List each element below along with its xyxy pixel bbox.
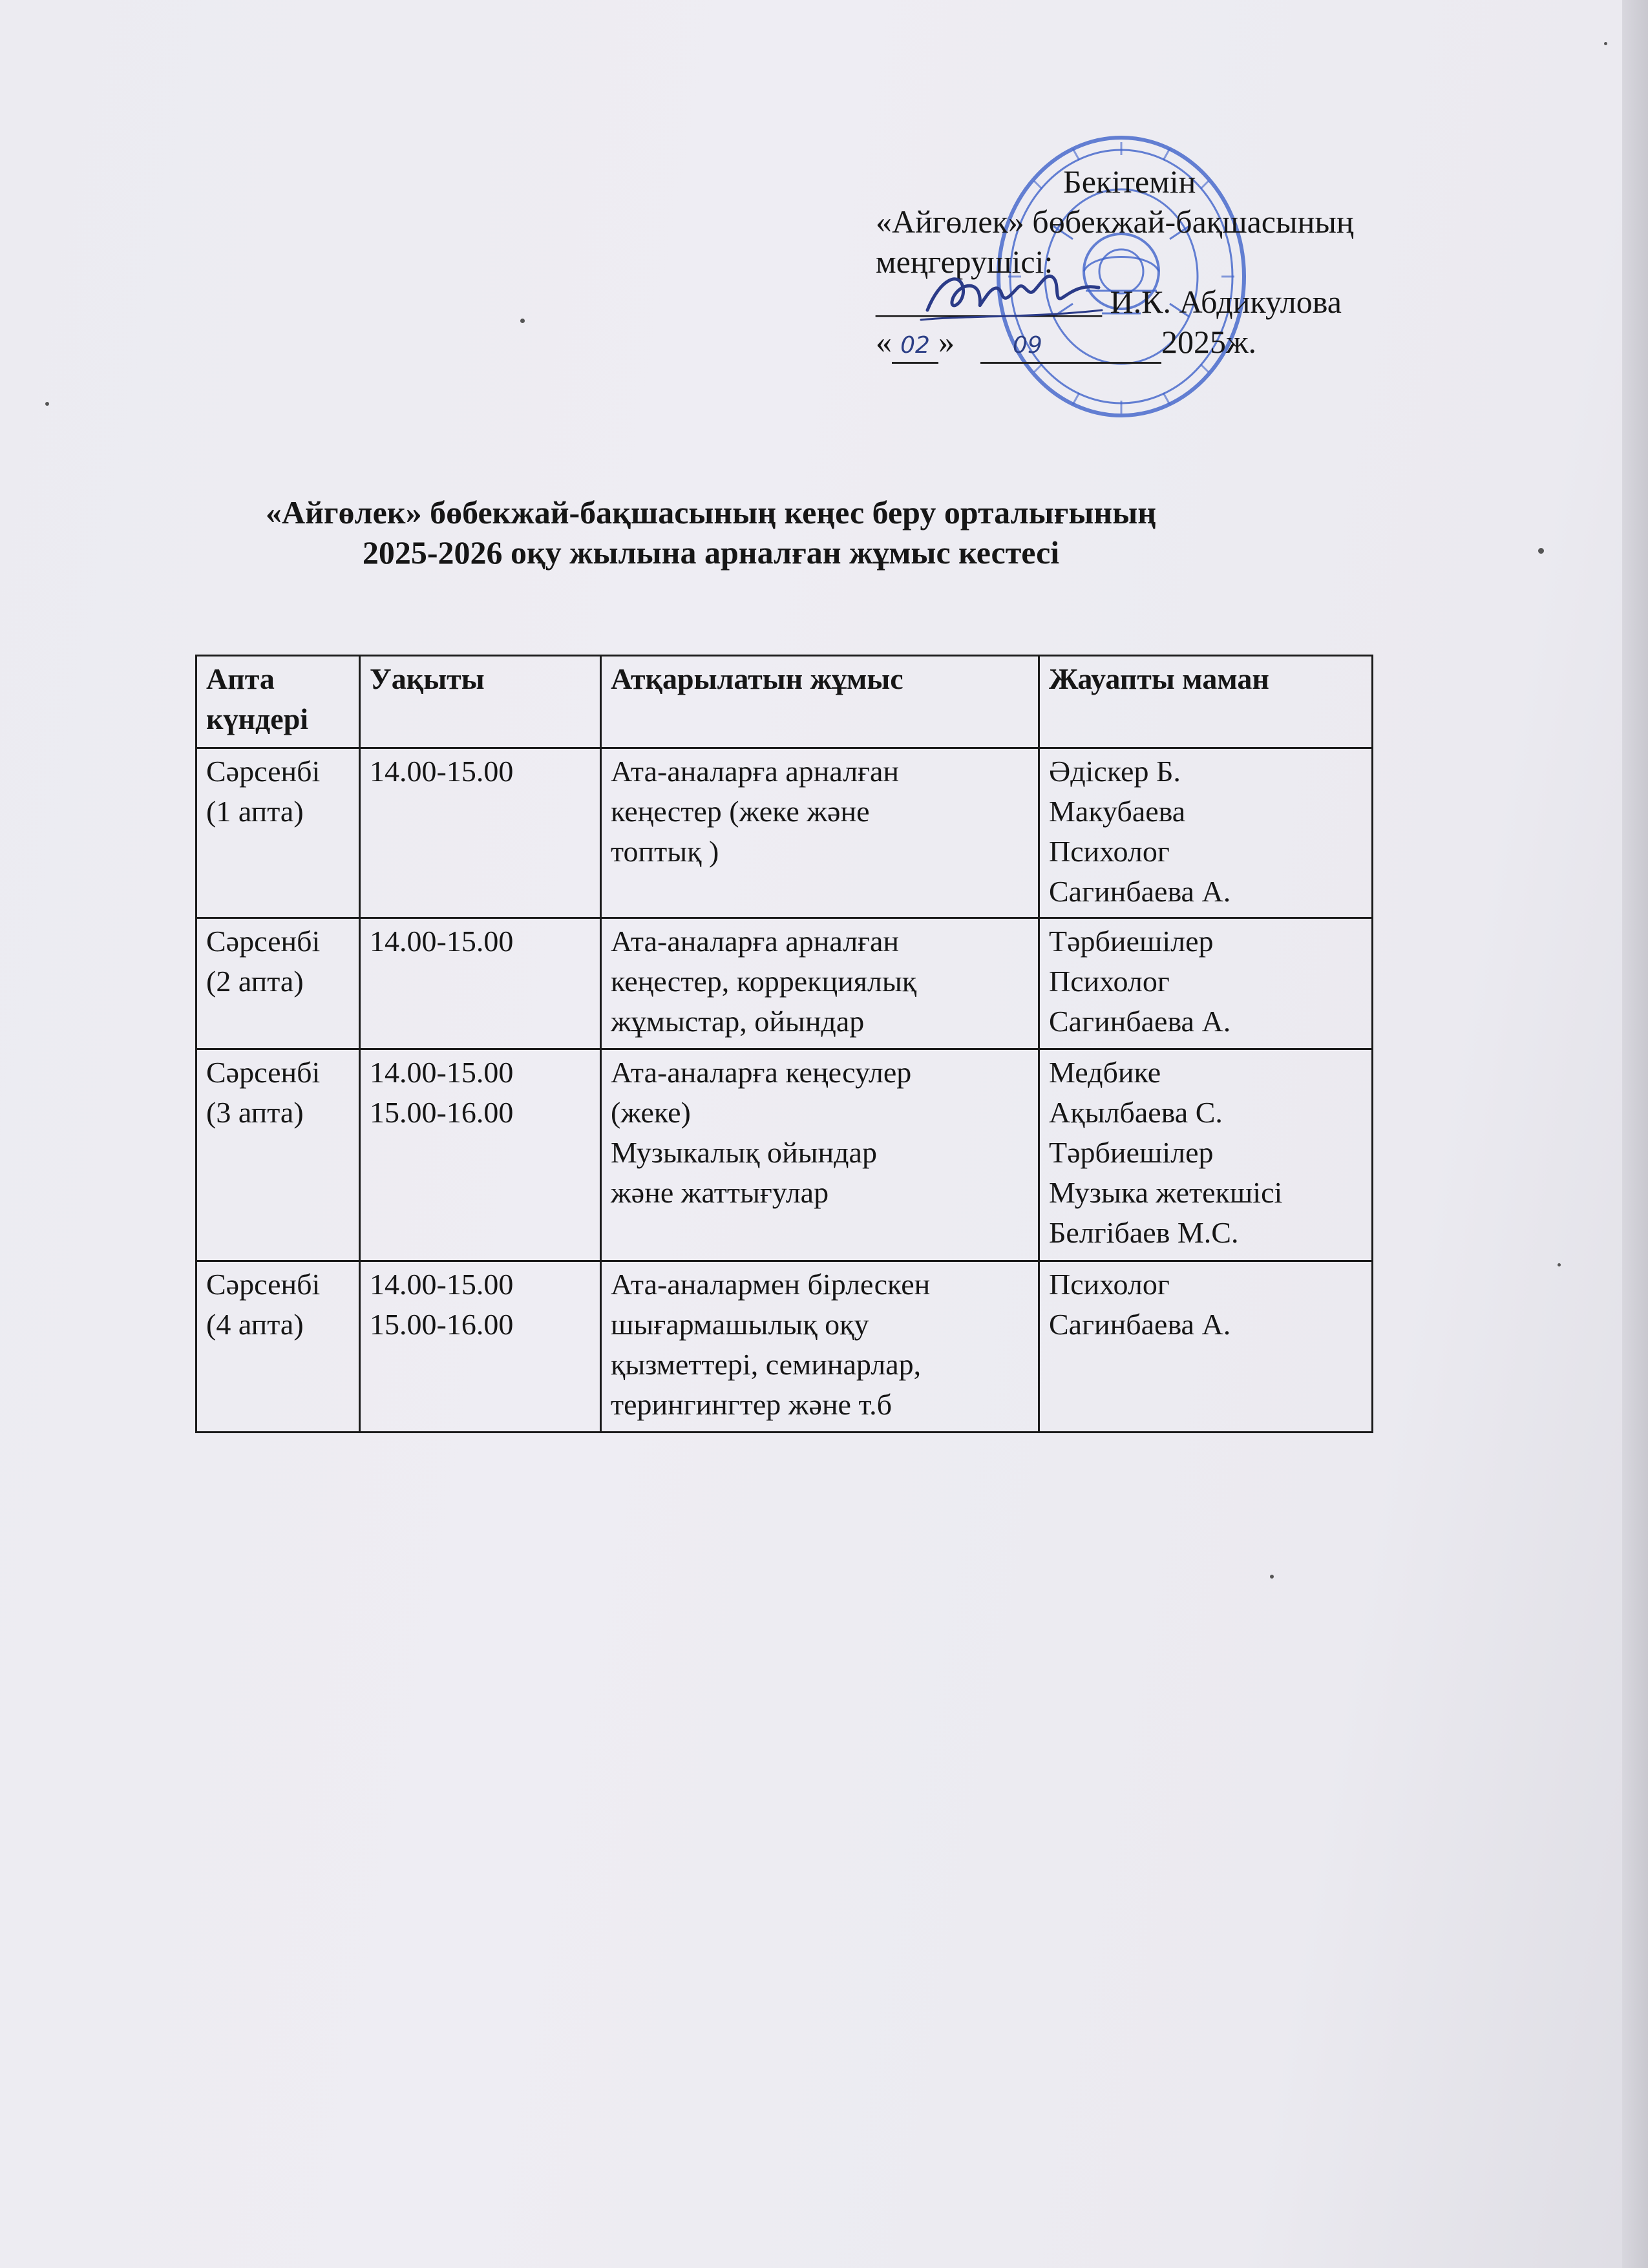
title-line-2: 2025-2026 оқу жылына арналған жұмыс кестесі xyxy=(362,534,1060,571)
responsible-line: Ақылбаева С. xyxy=(1049,1096,1223,1129)
work-line: терингингтер және т.б xyxy=(611,1388,893,1421)
time-slot: 15.00-16.00 xyxy=(370,1096,514,1129)
work-line: кеңестер (жеке және xyxy=(611,795,870,828)
time-slot: 15.00-16.00 xyxy=(370,1308,514,1341)
work-line: Ата-аналармен бірлескен xyxy=(611,1268,931,1301)
responsible-line: Музыка жетекшісі xyxy=(1049,1176,1283,1209)
work-line: топтық ) xyxy=(611,835,719,868)
responsible-line: Сагинбаева А. xyxy=(1049,1005,1231,1038)
week-number: (2 апта) xyxy=(206,965,304,998)
cell-time xyxy=(360,918,601,1049)
signature-blank: ______________ xyxy=(876,284,1102,320)
handwritten-signature xyxy=(914,258,1108,330)
cell-responsible xyxy=(1039,918,1373,1049)
work-line: Ата-аналарға арналған xyxy=(611,925,900,958)
header-responsible: Жауапты маман xyxy=(1039,656,1373,748)
work-line: қызметтері, семинарлар, xyxy=(611,1348,922,1381)
cell-day xyxy=(196,1049,360,1261)
document-title xyxy=(194,492,1228,572)
scan-speck xyxy=(1558,1263,1561,1266)
table-header-row xyxy=(196,656,1373,748)
scan-speck xyxy=(1604,42,1607,45)
date-open-quote: « xyxy=(876,324,892,360)
scan-speck xyxy=(45,402,49,406)
work-line: Ата-аналарға кеңесулер xyxy=(611,1056,912,1089)
header-time: Уақыты xyxy=(360,656,601,748)
responsible-line: Психолог xyxy=(1049,1268,1170,1301)
work-line: кеңестер, коррекциялық xyxy=(611,965,917,998)
responsible-line: Сагинбаева А. xyxy=(1049,875,1231,908)
table-row xyxy=(196,1261,1373,1433)
date-year: 2025ж. xyxy=(1161,324,1257,360)
day-name: Сәрсенбі xyxy=(206,1056,321,1089)
table-row xyxy=(196,748,1373,918)
time-slot: 14.00-15.00 xyxy=(370,1268,514,1301)
cell-responsible xyxy=(1039,1049,1373,1261)
cell-responsible xyxy=(1039,1261,1373,1433)
day-name: Сәрсенбі xyxy=(206,925,321,958)
responsible-line: Белгібаев М.С. xyxy=(1049,1216,1239,1249)
title-line-1: «Айгөлек» бөбекжай-бақшасының кеңес беру орталығының xyxy=(265,494,1157,530)
responsible-line: Сагинбаева А. xyxy=(1049,1308,1231,1341)
approval-institution: «Айгөлек» бөбекжай-бақшасының xyxy=(876,204,1354,240)
header-week-days-line2: күндері xyxy=(206,702,309,735)
cell-work xyxy=(601,748,1039,918)
cell-time xyxy=(360,1049,601,1261)
cell-day xyxy=(196,918,360,1049)
day-name: Сәрсенбі xyxy=(206,1268,321,1301)
cell-time xyxy=(360,1261,601,1433)
time-slot: 14.00-15.00 xyxy=(370,925,514,958)
cell-day xyxy=(196,1261,360,1433)
cell-responsible xyxy=(1039,748,1373,918)
week-number: (3 апта) xyxy=(206,1096,304,1129)
work-line: және жаттығулар xyxy=(611,1176,829,1209)
work-line: Музыкалық ойындар xyxy=(611,1136,877,1169)
header-week-days-line1: Апта xyxy=(206,662,275,695)
header-work: Атқарылатын жұмыс xyxy=(601,656,1039,748)
approval-position: меңгерушісі: xyxy=(876,244,1053,280)
date-mid: » xyxy=(938,324,955,360)
responsible-line: Медбике xyxy=(1049,1056,1161,1089)
work-line: (жеке) xyxy=(611,1096,691,1129)
table-row xyxy=(196,1049,1373,1261)
responsible-line: Тәрбиешілер xyxy=(1049,925,1214,958)
time-slot: 14.00-15.00 xyxy=(370,1056,514,1089)
cell-work xyxy=(601,918,1039,1049)
work-line: шығармашылық оқу xyxy=(611,1308,869,1341)
header-week-days xyxy=(196,656,360,748)
scan-speck xyxy=(1270,1575,1274,1579)
day-name: Сәрсенбі xyxy=(206,755,321,788)
approval-heading: Бекітемін xyxy=(1063,163,1196,200)
week-number: (4 апта) xyxy=(206,1308,304,1341)
table-row xyxy=(196,918,1373,1049)
responsible-line: Психолог xyxy=(1049,835,1170,868)
work-line: жұмыстар, ойындар xyxy=(611,1005,865,1038)
schedule-table xyxy=(195,655,1373,1433)
cell-work xyxy=(601,1261,1039,1433)
time-slot: 14.00-15.00 xyxy=(370,755,514,788)
responsible-line: Психолог xyxy=(1049,965,1170,998)
work-line: Ата-аналарға арналған xyxy=(611,755,900,788)
responsible-line: Әдіскер Б. xyxy=(1049,755,1181,788)
responsible-line: Тәрбиешілер xyxy=(1049,1136,1214,1169)
date-day: 02 xyxy=(892,330,938,364)
scan-speck xyxy=(520,319,525,323)
cell-work xyxy=(601,1049,1039,1261)
cell-day xyxy=(196,748,360,918)
date-month: 09 xyxy=(980,330,1161,364)
scan-speck xyxy=(1538,548,1544,554)
scan-edge-shadow xyxy=(1622,0,1648,2268)
week-number: (1 апта) xyxy=(206,795,304,828)
cell-time xyxy=(360,748,601,918)
responsible-line: Макубаева xyxy=(1049,795,1186,828)
head-name: И.К. Абдикулова xyxy=(1110,284,1342,320)
